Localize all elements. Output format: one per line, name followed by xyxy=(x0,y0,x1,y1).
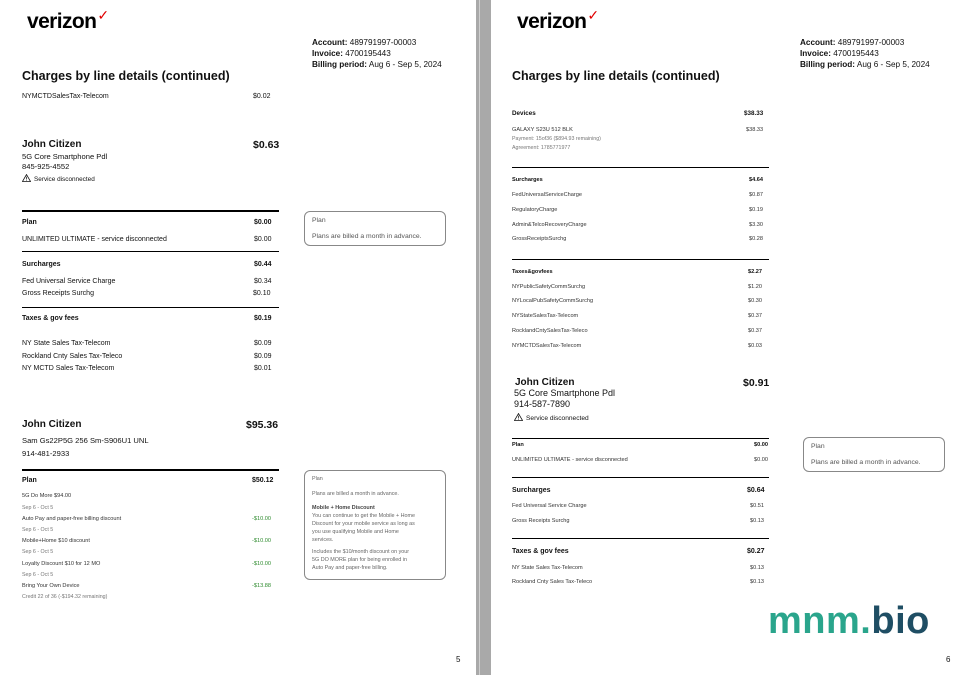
page-number: 6 xyxy=(946,655,951,664)
logo-text: verizon xyxy=(27,10,97,33)
tax-item-label: NY State Sales Tax-Telecom xyxy=(512,565,583,571)
account-number: 489791997-00003 xyxy=(837,38,905,47)
plan-item-amount: -$10.00 xyxy=(252,516,271,522)
device-name: Sam Gs22P5G 256 Sm-S906U1 UNL xyxy=(22,436,149,445)
account-label: Account: xyxy=(800,38,836,47)
account-info xyxy=(312,37,442,70)
tax-item-label: RocklandCntySalesTax-Teleco xyxy=(512,328,588,334)
billing-period: Aug 6 - Sep 5, 2024 xyxy=(856,60,930,69)
surcharge-item-label: Fed Universal Service Charge xyxy=(512,503,587,509)
discount-note-line: Discount for your mobile service as long as xyxy=(312,521,415,527)
plan-item-amount: -$10.00 xyxy=(252,538,271,544)
plan-note-box xyxy=(304,211,446,246)
phone-number: 914-587-7890 xyxy=(514,399,571,409)
service-status-text: Service disconnected xyxy=(34,176,95,183)
plan-item-period: Sep 6 - Oct 5 xyxy=(22,549,54,555)
warning-icon xyxy=(22,174,31,182)
surcharge-item-label: Gross Receipts Surchg xyxy=(512,518,570,524)
phone-number: 914-481-2933 xyxy=(22,449,70,458)
surcharges-header: Surcharges xyxy=(22,261,61,268)
surcharges-amount: $0.64 xyxy=(747,487,765,494)
surcharge-item-label: Fed Universal Service Charge xyxy=(22,278,116,285)
plan-amount: $50.12 xyxy=(252,477,274,484)
tax-item-amount: $0.13 xyxy=(750,565,764,571)
bill-page-6 xyxy=(491,0,969,675)
taxes-amount: $0.27 xyxy=(747,548,765,555)
plan-amount: $0.00 xyxy=(254,219,272,226)
plan-header: Plan xyxy=(512,442,524,448)
discount-note-title: Mobile + Home Discount xyxy=(312,505,375,511)
tax-item-label: Rockland Cnty Sales Tax-Teleco xyxy=(512,579,593,585)
plan-item-label: UNLIMITED ULTIMATE - service disconnected xyxy=(22,236,167,243)
plan-header: Plan xyxy=(22,219,37,226)
plan-item-label: Loyalty Discount $10 for 12 MO xyxy=(22,561,101,567)
section-divider xyxy=(22,307,279,308)
discount-note-line: services. xyxy=(312,537,334,543)
taxes-header: Taxes & gov fees xyxy=(512,548,569,555)
service-status xyxy=(514,413,589,422)
plan-item-label: 5G Do More $94.00 xyxy=(22,493,72,499)
surcharges-amount: $4.64 xyxy=(749,177,763,183)
plan-item-label: Mobile+Home $10 discount xyxy=(22,538,90,544)
line-total: $0.63 xyxy=(253,139,280,151)
section-divider xyxy=(22,210,279,212)
taxes-header: Taxes & gov fees xyxy=(22,315,79,322)
warning-icon xyxy=(514,413,523,421)
surcharge-item-label: Admin&TelcoRecoveryCharge xyxy=(512,222,587,228)
logo-text: verizon xyxy=(517,10,587,33)
tax-item-amount: $0.37 xyxy=(748,313,762,319)
tax-item-amount: $0.03 xyxy=(748,343,762,349)
line-total: $95.36 xyxy=(246,419,279,431)
section-divider xyxy=(22,469,279,471)
plan-item-amount: $0.00 xyxy=(254,236,272,243)
surcharge-item-amount: $0.13 xyxy=(750,518,764,524)
page-gutter xyxy=(476,0,491,675)
taxes-header: Taxes&govfees xyxy=(512,269,553,275)
tax-item-label: Rockland Cnty Sales Tax-Teleco xyxy=(22,353,123,360)
watermark-part: mnm. xyxy=(768,600,872,642)
invoice-label: Invoice: xyxy=(800,49,831,58)
plan-note-title: Plan xyxy=(312,476,323,482)
device-item-label: GALAXY S23U 512 BLK xyxy=(512,127,573,133)
surcharges-header: Surcharges xyxy=(512,487,551,494)
line-total: $0.91 xyxy=(743,377,770,389)
discount-note-line: You can continue to get the Mobile + Home xyxy=(312,513,416,519)
surcharge-item-amount: $0.28 xyxy=(749,236,763,242)
tax-item-amount: $0.01 xyxy=(254,365,272,372)
tax-item-label: NY MCTD Sales Tax-Telecom xyxy=(22,365,115,372)
service-status-text: Service disconnected xyxy=(526,415,589,422)
bill-page-5 xyxy=(0,0,476,675)
plan-item-label: UNLIMITED ULTIMATE - service disconnected xyxy=(512,457,628,463)
tax-item-amount: $0.30 xyxy=(748,298,762,304)
plan-note-title: Plan xyxy=(312,217,326,224)
tax-item-label: NYPublicSafetyCommSurchg xyxy=(512,284,586,290)
section-divider xyxy=(512,538,769,539)
tax-item-amount: $0.09 xyxy=(254,353,272,360)
invoice-number: 4700195443 xyxy=(833,49,879,58)
tax-item-amount: $0.13 xyxy=(750,579,764,585)
page-number: 5 xyxy=(456,655,461,664)
surcharge-item-label: FedUniversalServiceCharge xyxy=(512,192,582,198)
plan-note-title: Plan xyxy=(811,443,825,450)
logo-check-icon: ✓ xyxy=(97,7,109,23)
surcharge-item-amount: $0.51 xyxy=(750,503,764,509)
billing-period-label: Billing period: xyxy=(800,60,856,69)
surcharge-item-label: GrossReceiptsSurchg xyxy=(512,236,567,242)
taxes-amount: $2.27 xyxy=(748,269,762,275)
surcharge-item-label: Gross Receipts Surchg xyxy=(22,290,94,297)
surcharges-header: Surcharges xyxy=(512,177,543,183)
plan-item-label: Auto Pay and paper-free billing discount xyxy=(22,516,122,522)
surcharge-item-amount: $0.34 xyxy=(254,278,272,285)
tax-item-label: NYStateSalesTax-Telecom xyxy=(512,313,579,319)
discount-note-line: Auto Pay and paper-free billing. xyxy=(312,565,388,571)
discount-note-line: you use qualifying Mobile and Home xyxy=(312,529,399,535)
plan-note-text: Plans are billed a month in advance. xyxy=(312,491,399,497)
account-info xyxy=(800,37,930,70)
plan-item-period: Sep 6 - Oct 5 xyxy=(22,527,54,533)
plan-note-text: Plans are billed a month in advance. xyxy=(811,459,921,466)
device-payment-info: Payment: 15of36 ($894.93 remaining) xyxy=(512,136,601,142)
invoice-number: 4700195443 xyxy=(345,49,391,58)
account-label: Account: xyxy=(312,38,348,47)
tax-item-label: NY State Sales Tax-Telecom xyxy=(22,340,111,347)
plan-item-amount: -$13.88 xyxy=(252,583,271,589)
plan-note-box xyxy=(803,437,945,472)
surcharges-amount: $0.44 xyxy=(254,261,272,268)
surcharge-item-amount: $0.87 xyxy=(749,192,763,198)
logo-check-icon: ✓ xyxy=(587,7,599,23)
line-owner-name: John Citizen xyxy=(22,139,82,150)
page-title: Charges by line details (continued) xyxy=(22,69,230,83)
line-item-label: NYMCTDSalesTax-Telecom xyxy=(22,93,109,100)
plan-header: Plan xyxy=(22,477,37,484)
verizon-logo xyxy=(27,7,109,34)
section-divider xyxy=(512,438,769,439)
page-title: Charges by line details (continued) xyxy=(512,69,720,83)
billing-period-label: Billing period: xyxy=(312,60,368,69)
account-number: 489791997-00003 xyxy=(349,38,417,47)
devices-amount: $38.33 xyxy=(744,110,764,117)
mnm-bio-watermark xyxy=(768,600,930,643)
plan-item-label: Bring Your Own Device xyxy=(22,583,80,589)
plan-note-text: Plans are billed a month in advance. xyxy=(312,233,422,240)
tax-item-amount: $1.20 xyxy=(748,284,762,290)
verizon-logo xyxy=(517,7,599,34)
plan-amount: $0.00 xyxy=(754,442,768,448)
discount-note-line: 5G DO MORE plan for being enrolled in xyxy=(312,557,407,563)
billing-period: Aug 6 - Sep 5, 2024 xyxy=(368,60,442,69)
device-item-amount: $38.33 xyxy=(746,127,764,133)
section-divider xyxy=(512,477,769,478)
surcharge-item-amount: $0.10 xyxy=(253,290,271,297)
plan-item-period: Sep 6 - Oct 5 xyxy=(22,505,54,511)
surcharge-item-label: RegulatoryCharge xyxy=(512,207,558,213)
plan-note-box xyxy=(304,470,446,580)
tax-item-amount: $0.37 xyxy=(748,328,762,334)
plan-item-credit: Credit 22 of 36 (-$194.32 remaining) xyxy=(22,594,108,600)
tax-item-amount: $0.09 xyxy=(254,340,272,347)
line-item-amount: $0.02 xyxy=(253,93,271,100)
surcharge-item-amount: $3.30 xyxy=(749,222,763,228)
devices-header: Devices xyxy=(512,110,536,117)
plan-item-amount: -$10.00 xyxy=(252,561,271,567)
discount-note-line: Includes the $10/month discount on your xyxy=(312,549,410,555)
plan-item-amount: $0.00 xyxy=(754,457,768,463)
device-agreement: Agreement: 1785771977 xyxy=(512,145,571,151)
phone-number: 845-925-4552 xyxy=(22,162,70,171)
tax-item-label: NYMCTDSalesTax-Telecom xyxy=(512,343,582,349)
invoice-label: Invoice: xyxy=(312,49,343,58)
tax-item-label: NYLocalPubSafetyCommSurchg xyxy=(512,298,594,304)
plan-item-period: Sep 6 - Oct 5 xyxy=(22,572,54,578)
watermark-part: bio xyxy=(871,600,930,642)
taxes-amount: $0.19 xyxy=(254,315,272,322)
line-owner-name: John Citizen xyxy=(22,419,82,430)
line-owner-name: John Citizen xyxy=(515,377,575,388)
device-name: 5G Core Smartphone Pdl xyxy=(514,388,616,398)
section-divider xyxy=(512,259,769,260)
section-divider xyxy=(512,167,769,168)
service-status xyxy=(22,174,95,183)
surcharge-item-amount: $0.19 xyxy=(749,207,763,213)
section-divider xyxy=(22,251,279,252)
device-name: 5G Core Smartphone Pdl xyxy=(22,152,108,161)
